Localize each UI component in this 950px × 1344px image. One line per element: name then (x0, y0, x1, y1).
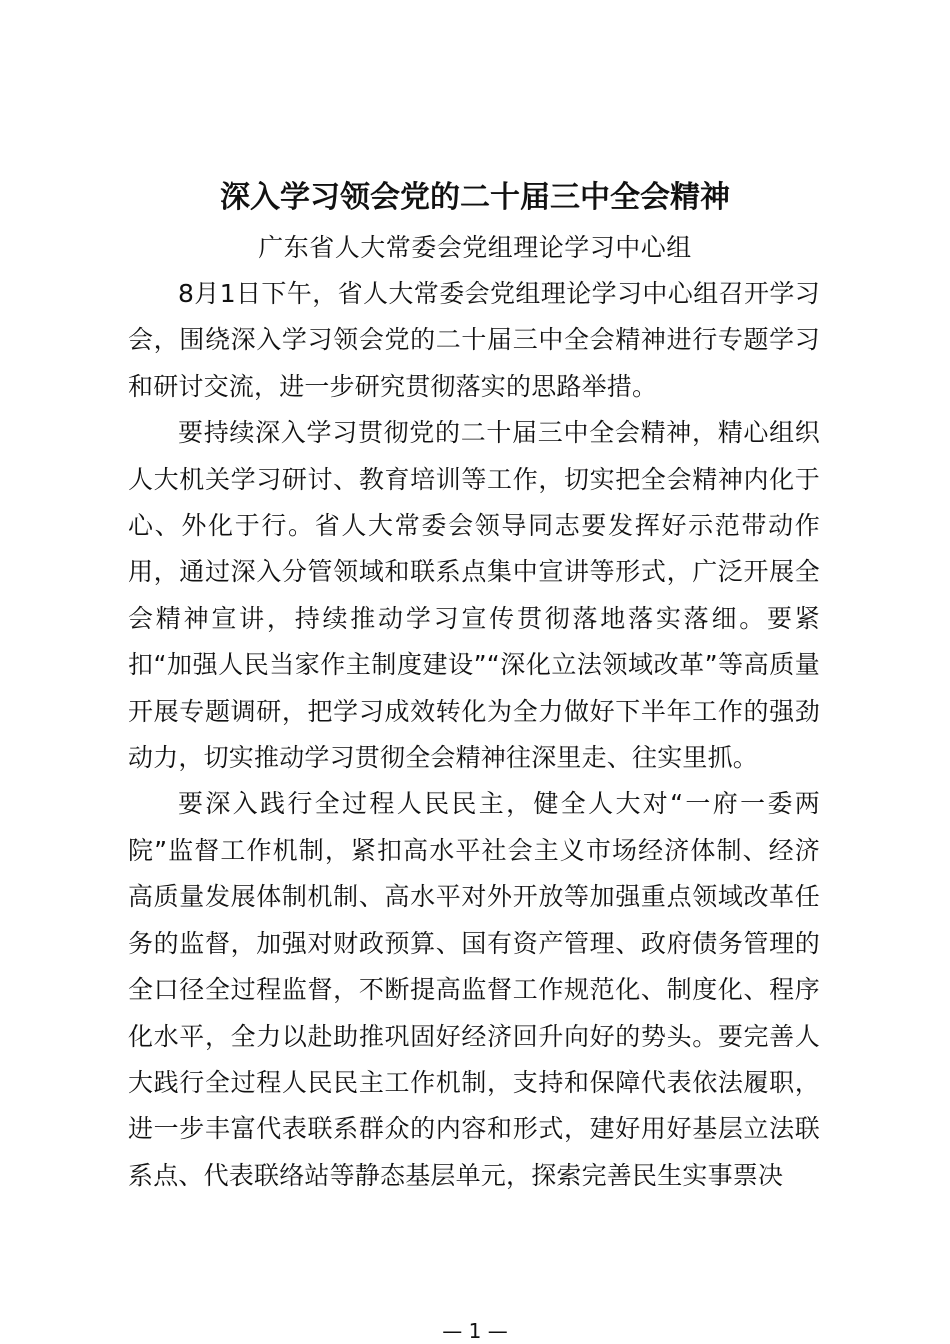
paragraph-1: 8月1日下午，省人大常委会党组理论学习中心组召开学习会，围绕深入学习领会党的二十届三中全会精神进行专题学习和研讨交流，进一步研究贯彻落实的思路举措。 (128, 279, 820, 401)
document-body (128, 271, 820, 1199)
page-number: — 1 — (442, 1319, 508, 1343)
document-title: 深入学习领会党的二十届三中全会精神 (220, 180, 730, 215)
paragraph-2: 要持续深入学习贯彻党的二十届三中全会精神，精心组织人大机关学习研讨、教育培训等工作，切实把全会精神内化于心、外化于行。省人大常委会领导同志要发挥好示范带动作用，通过深入分管领域和联系点集中宣讲等形式，广泛开展全会精神宣讲，持续推动学习宣传贯彻落地落实落细。要紧扣“加强人民当家作主制度建设”“深化立法领域改革”等高质量开展专题调研，把学习成效转化为全力做好下半年工作的强劲动力，切实推动学习贯彻全会精神往深里走、往实里抓。 (128, 418, 820, 773)
document-author: 广东省人大常委会党组理论学习中心组 (258, 233, 692, 262)
paragraph-3: 要深入践行全过程人民民主，健全人大对“一府一委两院”监督工作机制，紧扣高水平社会主义市场经济体制、经济高质量发展体制机制、高水平对外开放等加强重点领域改革任务的监督，加强对财政预算、国有资产管理、政府债务管理的全口径全过程监督，不断提高监督工作规范化、制度化、程序化水平，全力以赴助推巩固好经济回升向好的势头。要完善人大践行全过程人民民主工作机制，支持和保障代表依法履职，进一步丰富代表联系群众的内容和形式，建好用好基层立法联系点、代表联络站等静态基层单元，探索完善民生实事票决 (128, 789, 820, 1190)
